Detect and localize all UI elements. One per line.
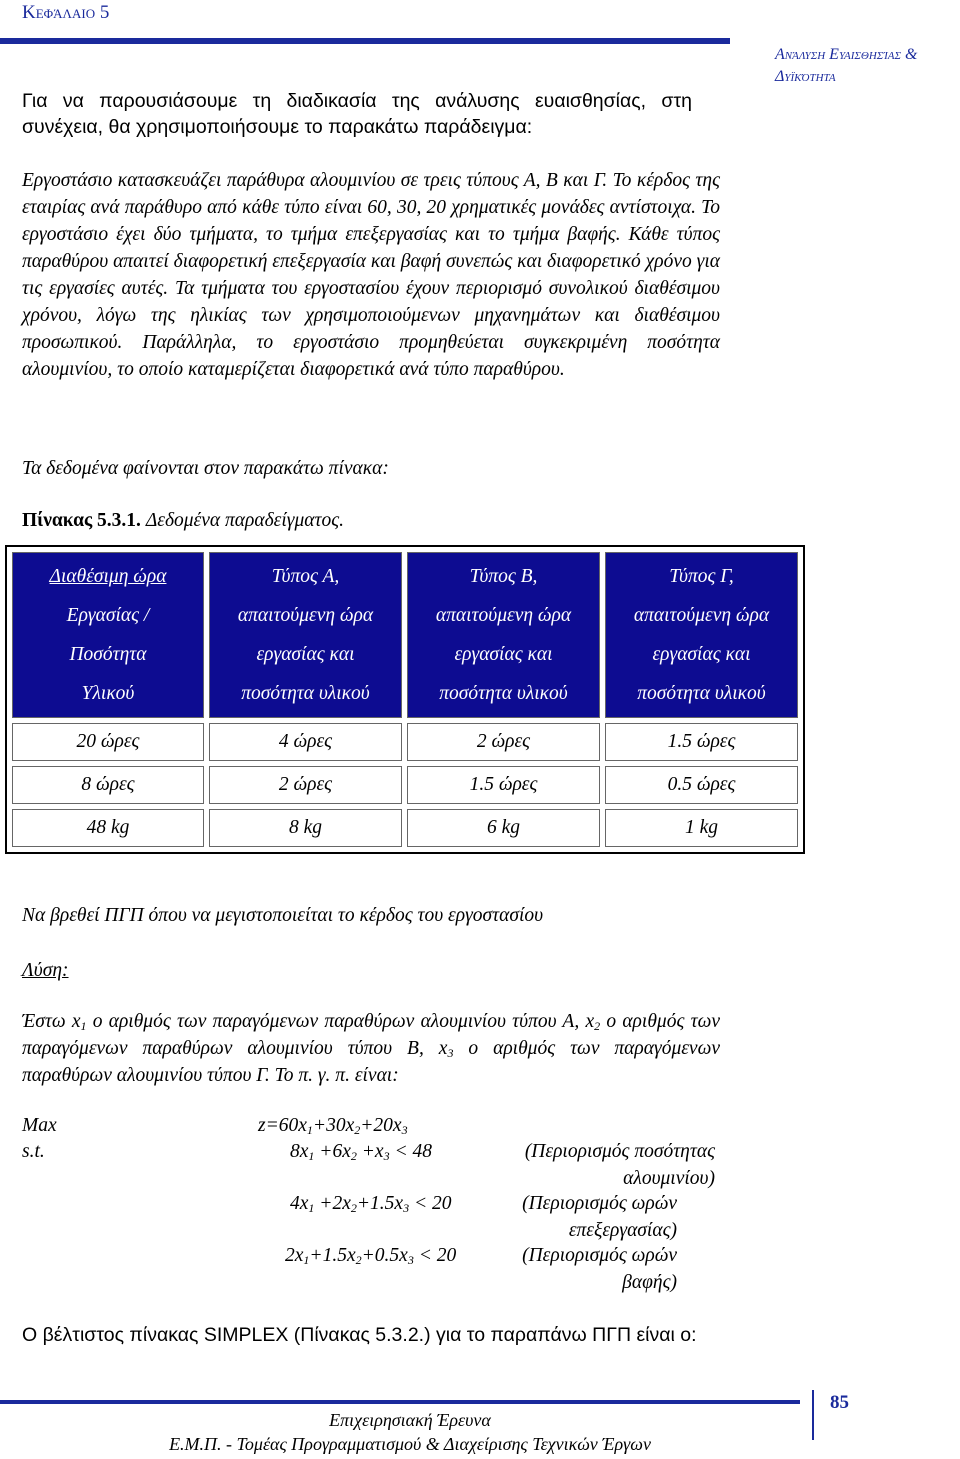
- table-header-cell: Τύπος Α, απαιτούμενη ώρα εργασίας και ποσότητα υλικού: [209, 552, 402, 718]
- data-intro: Τα δεδομένα φαίνονται στον παρακάτω πίνακα:: [22, 458, 389, 479]
- lp-constraint-processing: $4x_1 +2x_2+1.5x_3 < 20$: [290, 1193, 452, 1215]
- intro-paragraph: Για να παρουσιάσουμε τη διαδικασία της ανάλυσης ευαισθησίας, στη συνέχεια, θα χρησιμοποιήσουμε το παρακάτω παράδειγμα:: [22, 90, 692, 138]
- table-caption-title: Δεδομένα παραδείγματος.: [145, 510, 344, 531]
- lp-constraint-painting: $2x_1+1.5x_2+0.5x_3 < 20$: [285, 1245, 457, 1267]
- lp-max-label: Max: [22, 1115, 57, 1136]
- footer-rule: [0, 1400, 800, 1404]
- lp-note-painting: (Περιορισμός ωρών βαφής): [522, 1245, 677, 1293]
- table-row: [12, 809, 798, 847]
- table-cell: 2 ώρες: [407, 723, 600, 761]
- table-cell: 1 kg: [605, 809, 798, 847]
- data-table: [5, 545, 805, 854]
- section-title: Ανάλυση Ευαισθησίας & Δυϊκότητα: [775, 46, 918, 85]
- lp-objective: $z=60x_1+30x_2+20x_3$: [258, 1115, 408, 1137]
- table-header-row: [12, 552, 798, 718]
- table-cell: 20 ώρες: [12, 723, 204, 761]
- lp-note-material: (Περιορισμός ποσότητας αλουμινίου): [524, 1141, 715, 1189]
- table-caption: [22, 510, 344, 532]
- table-cell: 1.5 ώρες: [605, 723, 798, 761]
- table-cell: 2 ώρες: [209, 766, 402, 804]
- page-number: 85: [830, 1392, 849, 1413]
- table-cell: 0.5 ώρες: [605, 766, 798, 804]
- table-row: [12, 723, 798, 761]
- table-header-cell: Τύπος Γ, απαιτούμενη ώρα εργασίας και ποσότητα υλικού: [605, 552, 798, 718]
- solution-label: Λύση:: [22, 960, 69, 981]
- table-header-cell: Διαθέσιμη ώρα Εργασίας / Ποσότητα Υλικού: [12, 552, 204, 718]
- question-text: Να βρεθεί ΠΓΠ όπου να μεγιστοποιείται το κέρδος του εργοστασίου: [22, 905, 544, 926]
- variables-definition: Έστω $x_1$ ο αριθμός των παραγόμενων παραθύρων αλουμινίου τύπου Α, $x_2$ ο αριθμός των παραγόμενων παραθύρων αλουμινίου τύπου Β, $x_3$ ο αριθμός των παραγόμενων παραθύρων αλουμινίου τύπου Γ. Το π. γ. π. είναι:: [22, 1011, 721, 1086]
- table-row: [12, 766, 798, 804]
- table-cell: 8 ώρες: [12, 766, 204, 804]
- header-rule: [0, 38, 730, 44]
- lp-constraint-material: $8x_1 +6x_2 +x_3 < 48$: [290, 1141, 432, 1163]
- problem-paragraph: Εργοστάσιο κατασκευάζει παράθυρα αλουμινίου σε τρεις τύπους Α, Β και Γ. Το κέρδος της εταιρίας ανά παράθυρο από κάθε τύπο είναι 60, 30, 20 χρηματικές μονάδες αντίστοιχα. Το εργοστάσιο έχει δύο τμήματα, το τμήμα επεξεργασίας και το τμήμα βαφής. Κάθε τύπος παραθύρου απαιτεί διαφορετική επεξεργασία και βαφή συνεπώς και διαφορετικό χρόνο για τις εργασίες αυτές. Τα τμήματα του εργοστασίου έχουν περιορισμό συνολικού διαθέσιμου χρόνου, λόγω της ηλικίας των χρησιμοποιούμενων μηχανημάτων και διαθέσιμου προσωπικού. Παράλληλα, το εργοστάσιο προμηθεύεται συγκεκριμένη ποσότητα αλουμινίου, το οποίο καταμερίζεται διαφορετικά ανά τύπο παραθύρου.: [22, 170, 720, 380]
- table-cell: 48 kg: [12, 809, 204, 847]
- chapter-title: Κεφάλαιο 5: [22, 2, 110, 23]
- closing-paragraph: Ο βέλτιστος πίνακας SIMPLEX (Πίνακας 5.3.2.) για το παραπάνω ΠΓΠ είναι ο:: [22, 1324, 697, 1346]
- table-cell: 4 ώρες: [209, 723, 402, 761]
- table-header-cell: Τύπος Β, απαιτούμενη ώρα εργασίας και ποσότητα υλικού: [407, 552, 600, 718]
- lp-st-label: s.t.: [22, 1141, 45, 1162]
- table-caption-number: Πίνακας 5.3.1.: [22, 510, 141, 531]
- footer-line-2: Ε.Μ.Π. - Τομέας Προγραμματισμού & Διαχείρισης Τεχνικών Έργων: [169, 1434, 651, 1454]
- footer-line-1: Επιχειρησιακή Έρευνα: [329, 1410, 491, 1430]
- lp-note-processing: (Περιορισμός ωρών επεξεργασίας): [522, 1193, 677, 1241]
- table-cell: 6 kg: [407, 809, 600, 847]
- table-cell: 1.5 ώρες: [407, 766, 600, 804]
- table-cell: 8 kg: [209, 809, 402, 847]
